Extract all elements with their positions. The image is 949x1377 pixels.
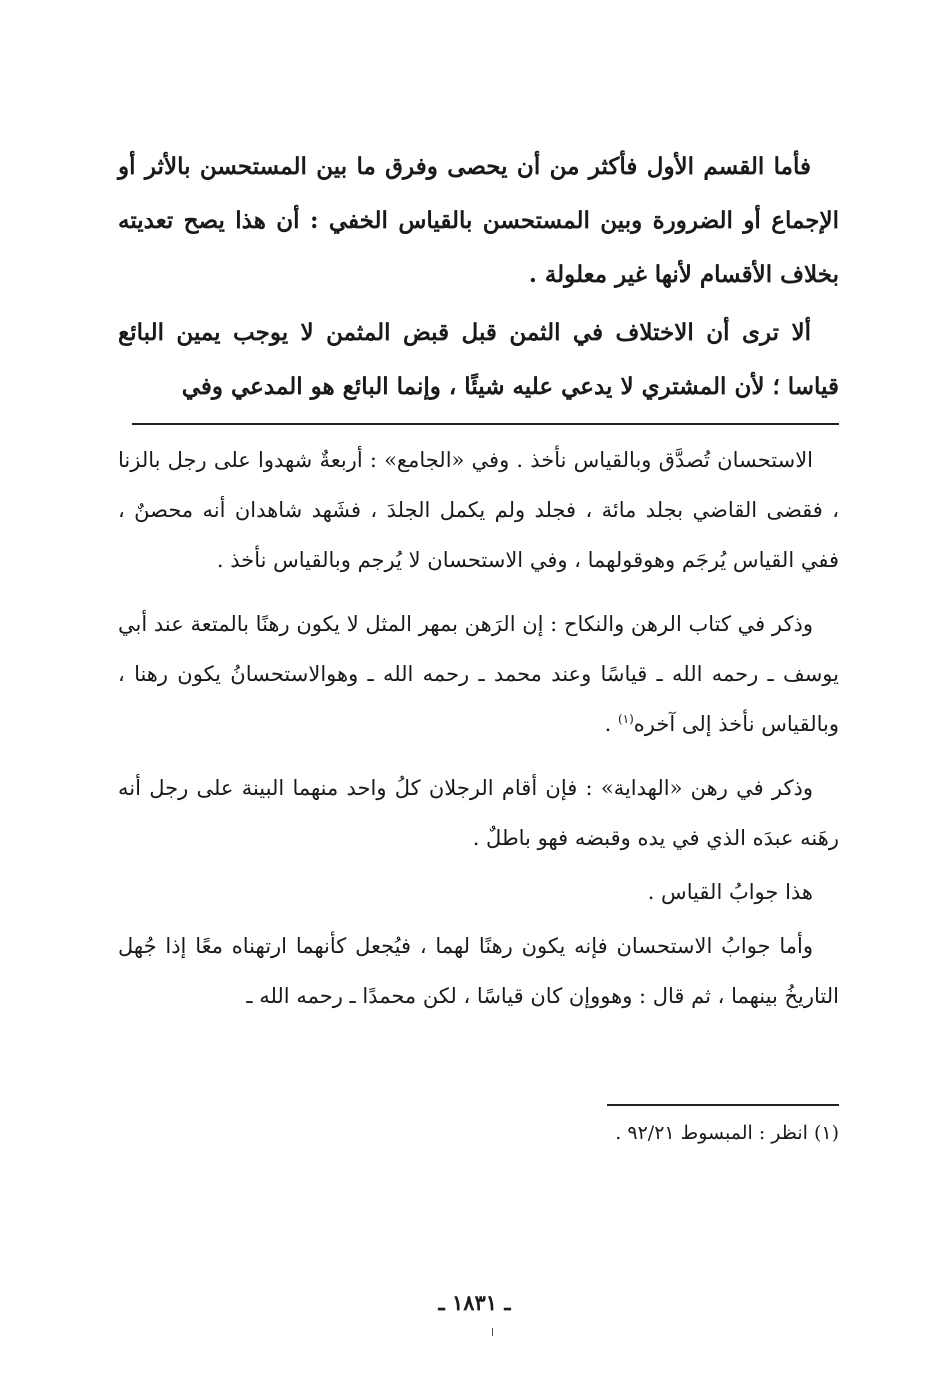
separator-rule <box>132 423 839 425</box>
commentary-paragraph: وأما جوابُ الاستحسان فإنه يكون رهنًا لهما ، فيُجعل كأنهما ارتهناه معًا إذا جُهل التاريخُ بينهما ، ثم قال : وهووإن كان قياسًا ، لكن محمدًا ـ رحمه الله ـ <box>118 934 839 1008</box>
footnote-reference: (١) <box>617 712 634 726</box>
main-paragraph: فأما القسم الأول فأكثر من أن يحصى وفرق ما بين المستحسن بالأثر أو الإجماع أو الضرورة وبين المستحسن بالقياس الخفي : أن هذا يصح تعديته بخلاف الأقسام لأنها غير معلولة . <box>118 153 839 288</box>
commentary-paragraph: هذا جوابُ القياس . <box>647 880 813 904</box>
scan-mark <box>492 1328 493 1336</box>
commentary-text <box>118 435 839 1021</box>
commentary-paragraph-end: . <box>604 712 618 736</box>
commentary-paragraph: الاستحسان تُصدَّق وبالقياس نأخذ . وفي «الجامع» : أربعةٌ شهدوا على رجل بالزنا ، فقضى القاضي بجلد مائة ، فجلد ولم يكمل الجلدَ ، فشَهد شاهدان أنه محصنٌ ، ففي القياس يُرجَم وهوقولهما ، وفي الاستحسان لا يُرجم وبالقياس نأخذ . <box>118 448 839 572</box>
main-text <box>118 140 839 414</box>
commentary-paragraph-text: وذكر في كتاب الرهن والنكاح : إن الرَهن بمهر المثل لا يكون رهنًا بالمتعة عند أبي يوسف ـ رحمه الله ـ قياسًا وعند محمد ـ رحمه الله ـ وهوالاستحسانُ يكون رهنا ، وبالقياس نأخذ إلى آخره <box>118 612 839 736</box>
commentary-paragraph <box>118 599 839 749</box>
page-number: ـ ١٨٣١ ـ <box>438 1290 511 1315</box>
footnote-rule <box>607 1104 839 1106</box>
main-paragraph: ألا ترى أن الاختلاف في الثمن قبل قبض المثمن لا يوجب يمين البائع قياسا ؛ لأن المشتري لا يدعي عليه شيئًا ، وإنما البائع هو المدعي وفي <box>118 319 839 400</box>
commentary-paragraph: وذكر في رهن «الهداية» : فإن أقام الرجلان كلُ واحد منهما البينة على رجل أنه رهَنه عبدَه الذي في يده وقبضه فهو باطلٌ . <box>118 776 839 850</box>
footnote: (١) انظر : المبسوط ٩٢/٢١ . <box>615 1122 839 1144</box>
